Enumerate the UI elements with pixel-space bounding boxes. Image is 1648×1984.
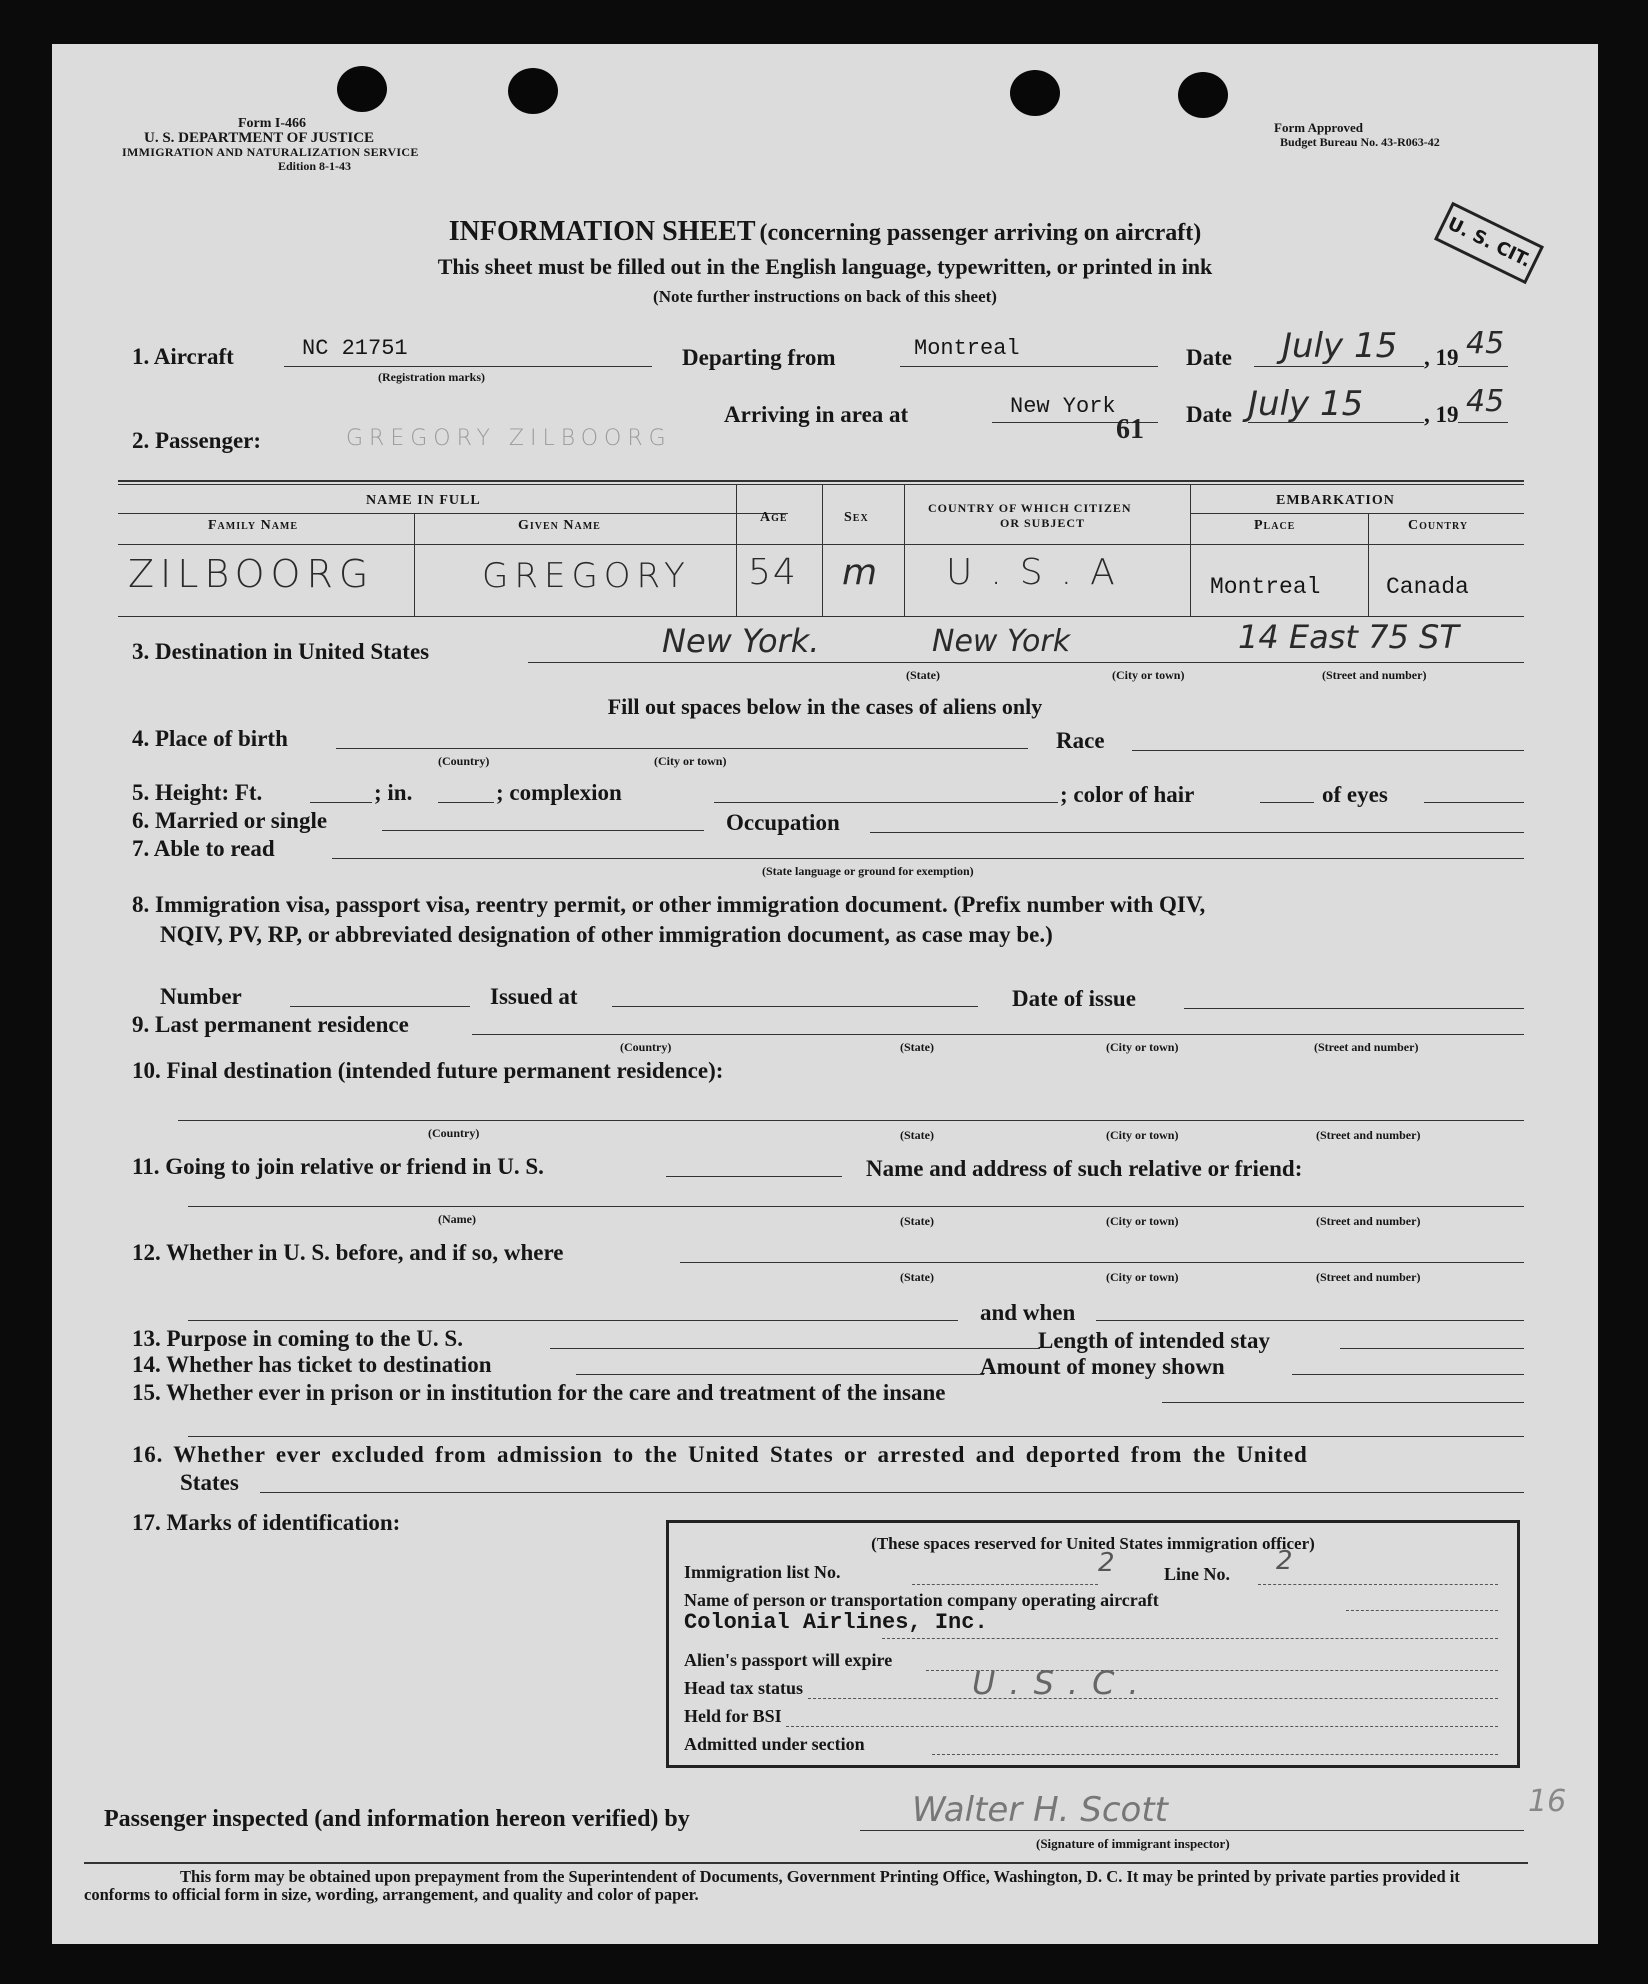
complexion-label: ; complexion [496,780,622,805]
form-number: Form I-466 [238,116,307,131]
birthplace-label: 4. Place of birth [132,726,288,751]
operator-value[interactable]: Colonial Airlines, Inc. [684,1610,988,1635]
caption-country-2: (Country) [620,1040,672,1054]
caption-city-6: (City or town) [1106,1270,1179,1284]
race-label: Race [1056,728,1105,753]
punch-hole [1010,70,1060,116]
caption-country: (Country) [438,754,490,768]
embark-country-value[interactable]: Canada [1386,574,1469,600]
inspector-signature[interactable]: Walter H. Scott [912,1790,1168,1830]
aliens-only-heading: Fill out spaces below in the cases of aliens only [607,694,1043,719]
budget-bureau: Budget Bureau No. 43-R063-42 [1280,135,1440,149]
department: U. S. DEPARTMENT OF JUSTICE [144,130,375,146]
country-header: Country [1408,518,1469,533]
caption-name: (Name) [438,1212,476,1226]
embark-place-value[interactable]: Montreal [1210,574,1321,600]
citizen-value[interactable]: U.S.A [946,552,1133,593]
arriving-value[interactable]: New York [1010,394,1116,419]
caption-street-5: (Street and number) [1316,1270,1421,1284]
citizen-header-2: OR SUBJECT [1000,516,1086,530]
married-label: 6. Married or single [132,808,328,833]
citizen-header-1: COUNTRY OF WHICH CITIZEN [928,501,1132,515]
operator-label: Name of person or transportation company operating aircraft [684,1590,1159,1610]
excluded-label-2: States [180,1470,239,1495]
place-header: Place [1254,518,1296,533]
date1-year-prefix: , 19 [1424,345,1459,370]
edition: Edition 8-1-43 [278,159,352,173]
head-tax-label: Head tax status [684,1678,804,1698]
caption-state-2: (State) [900,1040,934,1054]
admitted-label: Admitted under section [684,1734,865,1754]
date1-day[interactable]: July 15 [1282,326,1398,366]
visa-label-2: NQIV, PV, RP, or abbreviated designation of other immigration document, as case may be.) [160,922,1053,947]
before-label: 12. Whether in U. S. before, and if so, where [132,1240,564,1265]
punch-hole [1178,72,1228,118]
bsi-label: Held for BSI [684,1706,782,1726]
form-subtitle: (concerning passenger arriving on aircraft) [759,220,1202,246]
handwritten-number: 61 [1116,414,1144,445]
identification-label: 17. Marks of identification: [132,1510,401,1535]
aircraft-value[interactable]: NC 21751 [302,336,408,361]
family-name-header: Family Name [208,518,299,533]
punch-hole [337,66,387,112]
caption-street-2: (Street and number) [1314,1040,1419,1054]
age-value[interactable]: 54 [748,552,798,593]
caption-city-2: (City or town) [654,754,727,768]
form-approved: Form Approved [1274,120,1363,135]
inspector-caption: (Signature of immigrant inspector) [1036,1836,1230,1851]
line-no-value[interactable]: 2 [1276,1546,1293,1576]
line-no-label: Line No. [1164,1564,1231,1584]
officer-box-heading: (These spaces reserved for United States immigration officer) [871,1534,1315,1553]
date2-day[interactable]: July 15 [1248,384,1364,424]
departing-label: Departing from [682,345,836,370]
destination-label: 3. Destination in United States [132,639,430,664]
passport-expire-label: Alien's passport will expire [684,1650,893,1670]
form-page [52,44,1598,1944]
read-label: 7. Able to read [132,836,275,861]
caption-city: (City or town) [1112,668,1185,682]
occupation-label: Occupation [726,810,840,835]
note-line: (Note further instructions on back of this sheet) [653,287,997,306]
age-header: Age [760,510,788,525]
caption-state-4: (State) [900,1214,934,1228]
list-no-value[interactable]: 2 [1098,1548,1115,1578]
length-stay-label: Length of intended stay [1038,1328,1270,1353]
service: IMMIGRATION AND NATURALIZATION SERVICE [122,145,419,159]
name-in-full-header: NAME IN FULL [366,493,481,508]
departing-value[interactable]: Montreal [914,336,1020,361]
sex-value[interactable]: m [842,552,878,593]
date-label: Date [1186,345,1232,370]
hair-label: ; color of hair [1060,782,1195,807]
instruction-line: This sheet must be filled out in the English language, typewritten, or printed in ink [437,254,1213,279]
caption-country-3: (Country) [428,1126,480,1140]
caption-city-4: (City or town) [1106,1128,1179,1142]
ticket-label: 14. Whether has ticket to destination [132,1352,492,1377]
excluded-label: 16. Whether ever excluded from admission to the United States or arrested and deported from the United [132,1442,1308,1467]
date2-year[interactable]: 45 [1466,384,1505,419]
inches-label: ; in. [374,780,413,805]
family-name-value[interactable]: ZILBOORG [128,552,375,596]
punch-hole [508,68,558,114]
head-tax-value[interactable]: U.S.C. [972,1664,1153,1702]
caption-state-3: (State) [900,1128,934,1142]
caption-street: (Street and number) [1322,668,1427,682]
given-name-header: Given Name [518,518,601,533]
read-caption: (State language or ground for exemption) [762,864,974,878]
us-citizen-stamp: U. S. CIT. [1434,202,1544,284]
given-name-value[interactable]: GREGORY [482,556,691,596]
date1-year[interactable]: 45 [1466,326,1505,361]
residence-label: 9. Last permanent residence [132,1012,409,1037]
page-number: 16 [1528,1784,1567,1819]
caption-state: (State) [906,668,940,682]
visa-label: 8. Immigration visa, passport visa, reentry permit, or other immigration document. (Prefix number with QIV, [132,892,1206,917]
purpose-label: 13. Purpose in coming to the U. S. [132,1326,463,1351]
inspected-label: Passenger inspected (and information hereon verified) by [104,1806,690,1832]
caption-street-4: (Street and number) [1316,1214,1421,1228]
relative-name-label: Name and address of such relative or friend: [866,1156,1303,1181]
destination-city[interactable]: New York [932,624,1071,659]
form-title: INFORMATION SHEET [448,216,756,247]
footer-note: This form may be obtained upon prepayment from the Superintendent of Documents, Government Printing Office, Washington, D. C. It may be printed by private parties provided it conforms to official form in size, wording, arrangement, and quality and color of paper. [84,1867,1460,1904]
date2-year-prefix: , 19 [1424,402,1459,427]
issued-label: Issued at [490,984,578,1009]
arriving-label: Arriving in area at [724,402,909,427]
caption-city-5: (City or town) [1106,1214,1179,1228]
officer-box [666,1520,1520,1768]
caption-state-5: (State) [900,1270,934,1284]
number-label: Number [160,984,242,1009]
join-relative-label: 11. Going to join relative or friend in U. S. [132,1154,544,1179]
passenger-signature[interactable]: GREGORY ZILBOORG [346,426,672,451]
destination-state[interactable]: New York. [662,622,820,660]
prison-label: 15. Whether ever in prison or in institution for the care and treatment of the insane [132,1380,946,1405]
aircraft-caption: (Registration marks) [378,370,485,384]
date2-label: Date [1186,402,1232,427]
passenger-label: 2. Passenger: [132,428,262,453]
money-label: Amount of money shown [980,1354,1225,1379]
caption-city-3: (City or town) [1106,1040,1179,1054]
embarkation-header: EMBARKATION [1276,493,1395,508]
and-when-label: and when [980,1300,1076,1325]
caption-street-3: (Street and number) [1316,1128,1421,1142]
aircraft-label: 1. Aircraft [132,344,234,369]
sex-header: Sex [844,510,869,525]
eyes-label: of eyes [1322,782,1388,807]
date-issue-label: Date of issue [1012,986,1136,1011]
list-no-label: Immigration list No. [684,1562,841,1582]
destination-street[interactable]: 14 East 75 ST [1238,618,1459,656]
height-label: 5. Height: Ft. [132,780,263,805]
final-destination-label: 10. Final destination (intended future permanent residence): [132,1058,724,1083]
